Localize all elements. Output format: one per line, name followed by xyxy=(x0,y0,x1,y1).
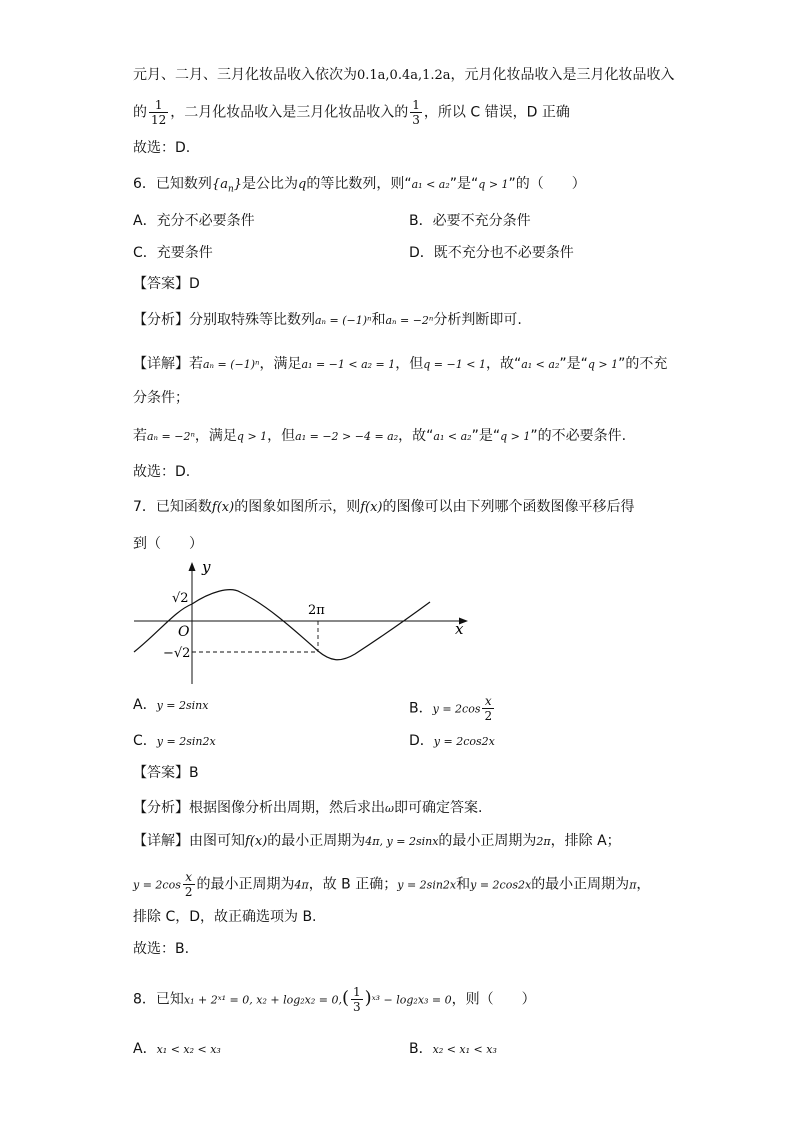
detail-line: 【详解】若aₙ = (−1)ⁿ，满足a₁ = −1 < a₂ = 1，但q = −1 < 1，故“a₁ < a₂”是“q > 1”的不充 xyxy=(133,356,668,372)
option-d[interactable]: D．y = 2cos2x xyxy=(409,733,495,749)
y-axis-arrow xyxy=(189,562,196,571)
question-7-stem-cont: 到（ ） xyxy=(133,536,203,552)
text: ，所以 C 错误，D 正确 xyxy=(423,104,570,121)
option-a[interactable]: A．y = 2sinx xyxy=(133,697,209,713)
text: ，二月化妆品收入是三月化妆品收入的 xyxy=(170,104,409,121)
tick-label-sqrt2: √2 xyxy=(172,591,189,606)
fraction: $\frac{1}{12}$ xyxy=(151,98,167,127)
detail-line: 排除 C，D，故正确选项为 B. xyxy=(133,909,317,925)
tick-label-neg-sqrt2: −√2 xyxy=(163,646,191,661)
answer-line: 【答案】B xyxy=(133,765,199,781)
fraction: $\frac{1}{3}$ xyxy=(412,98,420,127)
option-a[interactable]: A．x₁ < x₂ < x₃ xyxy=(133,1041,221,1057)
option-b[interactable]: B．x₂ < x₁ < x₃ xyxy=(409,1041,497,1057)
option-a[interactable]: A．充分不必要条件 xyxy=(133,213,255,229)
analysis-line: 【分析】分别取特殊等比数列aₙ = (−1)ⁿ和aₙ = −2ⁿ分析判断即可. xyxy=(133,312,522,328)
question-6-stem: 6．已知数列$\{a_n\}$是公比为q的等比数列，则“a₁ < a₂”是“q > 1”的（ ） xyxy=(133,176,586,195)
math: 0.1a,0.4a,1.2a xyxy=(357,68,451,83)
origin-label: O xyxy=(178,624,190,640)
y-axis-label: y xyxy=(202,558,211,576)
x-axis-label: x xyxy=(455,620,464,638)
option-c[interactable]: C．充要条件 xyxy=(133,245,213,261)
question-8-stem: 8．已知x₁ + 2ˣ¹ = 0, x₂ + log₂x₂ = 0,( $\frac{1}{3}$ )ˣ³ − log₂x₃ = 0，则（ ） xyxy=(133,985,536,1014)
text: 的 xyxy=(133,104,147,121)
text-line xyxy=(133,98,570,127)
text-line xyxy=(133,64,675,87)
detail-line: 【详解】由图可知f(x)的最小正周期为4π, y = 2sinx的最小正周期为2π，排除 A； xyxy=(133,833,621,849)
option-d[interactable]: D．既不充分也不必要条件 xyxy=(409,245,574,261)
detail-line: 分条件； xyxy=(133,390,189,406)
detail-line: y = 2cos $\frac{x}{2}$ 的最小正周期为4π，故 B 正确；y = 2sin2x和y = 2cos2x的最小正周期为π， xyxy=(133,870,651,899)
choose-line: 故选：D. xyxy=(133,140,191,156)
option-b[interactable]: B．必要不充分条件 xyxy=(409,213,531,229)
function-graph xyxy=(130,556,475,688)
analysis-line: 【分析】根据图像分析出周期，然后求出ω即可确定答案. xyxy=(133,800,483,816)
choose-line: 故选：B. xyxy=(133,941,190,957)
question-7-stem: 7．已知函数f(x)的图象如图所示，则f(x)的图像可以由下列哪个函数图像平移后得 xyxy=(133,499,635,515)
tick-label-2pi: 2π xyxy=(308,603,325,618)
option-b[interactable]: B．y = 2cos $\frac{x}{2}$ xyxy=(409,694,493,723)
choose-line: 故选：D. xyxy=(133,464,191,480)
detail-line: 若aₙ = −2ⁿ，满足q > 1，但a₁ = −2 > −4 = a₂，故“a₁ < a₂”是“q > 1”的不必要条件. xyxy=(133,428,627,444)
text: 元月、二月、三月化妆品收入依次为 xyxy=(133,67,357,83)
answer-line: 【答案】D xyxy=(133,276,200,292)
text: ，元月化妆品收入是三月化妆品收入 xyxy=(450,67,675,83)
option-c[interactable]: C．y = 2sin2x xyxy=(133,733,216,749)
